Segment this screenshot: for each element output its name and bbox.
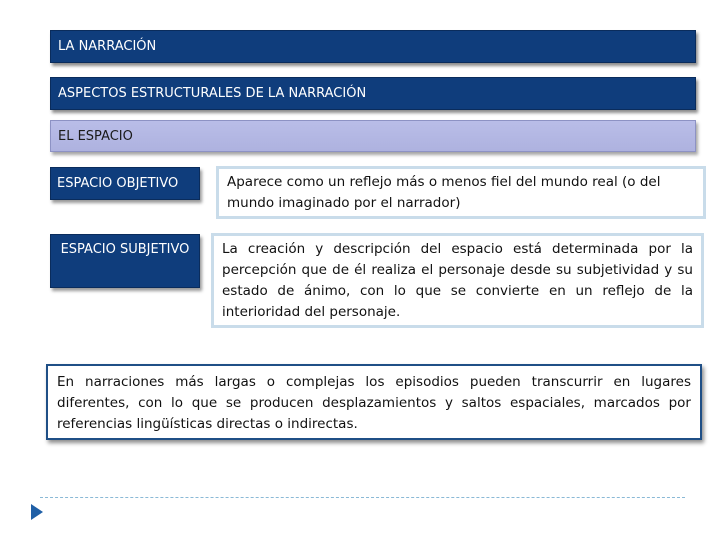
subjective-space-description-text: La creación y descripción del espacio está determinada por la percepción que de él realiza el personaje desde su subjetividad y su estado de ánimo, con lo que se convierte en un reflejo de la interioridad del personaje. <box>222 241 693 320</box>
title-text: LA NARRACIÓN <box>58 39 157 54</box>
objective-space-description-text: Aparece como un reflejo más o menos fiel del mundo real (o del mundo imaginado por el narrador) <box>227 174 661 211</box>
objective-space-label-text: ESPACIO OBJETIVO <box>57 176 179 191</box>
subtitle-bar <box>50 77 696 110</box>
objective-space-description <box>216 166 706 219</box>
subjective-space-label-text: ESPACIO SUBJETIVO <box>60 242 190 257</box>
title-bar <box>50 30 696 63</box>
subjective-space-label <box>50 234 200 288</box>
triangle-arrow-icon[interactable] <box>30 503 44 521</box>
note-box <box>46 364 702 440</box>
footer-divider <box>40 497 685 498</box>
note-text: En narraciones más largas o complejas los episodios pueden transcurrir en lugares diferentes, con lo que se producen desplazamientos y saltos espaciales, marcados por referencias lingüísticas directas o indirectas. <box>57 374 691 432</box>
subtitle-text: ASPECTOS ESTRUCTURALES DE LA NARRACIÓN <box>58 86 367 101</box>
section-text: EL ESPACIO <box>58 128 133 144</box>
subjective-space-description <box>211 233 704 328</box>
section-bar <box>50 120 696 152</box>
objective-space-label <box>50 167 200 200</box>
